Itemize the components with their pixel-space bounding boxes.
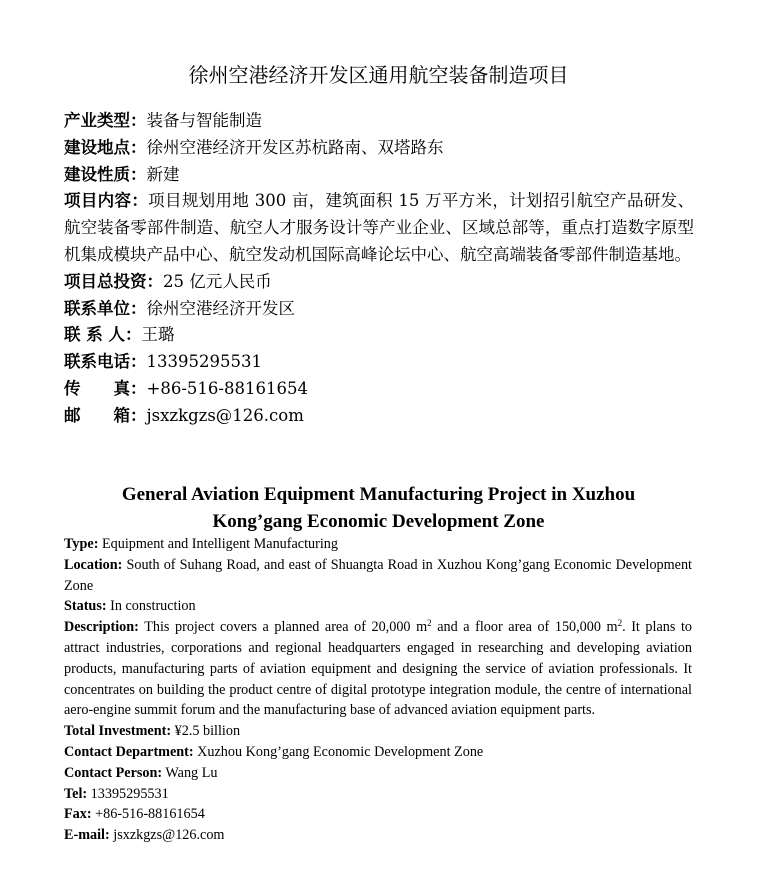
en-description-row [64,617,692,721]
cn-type-value: 装备与智能制造 [146,111,262,130]
cn-type-label: 产业类型： [64,111,147,130]
en-fax-label: Fax: [64,806,92,823]
chinese-title: 徐州空港经济开发区通用航空装备制造项目 [188,63,569,87]
cn-email-label: 邮 箱： [64,405,147,425]
en-department-row [64,742,692,763]
cn-person-row [64,322,694,349]
en-status-row [64,596,692,617]
en-person-label: Contact Person: [64,764,163,781]
en-status-value: In construction [110,598,196,615]
cn-status-row [64,162,694,189]
cn-content-value: 项目规划用地 300 亩，建筑面积 15 万平方米，计划招引航空产品研发、航空装备零部件制造、航空人才服务设计等产业企业、区域总部等，重点打造数字原型机集成模块产品中心、航空发动机国际高峰论坛中心、航空高端装备零部件制造基地。 [64,191,695,264]
en-email-label: E-mail: [64,827,110,844]
en-location-label: Location: [64,556,123,573]
en-description-superscript-1: 2 [427,618,432,629]
english-details [64,534,692,846]
en-type-row [64,534,692,555]
english-title-line-1: General Aviation Equipment Manufacturing Project in Xuzhou [121,484,636,505]
en-description-superscript-2: 2 [617,618,623,629]
en-person-row [64,763,692,784]
en-location-value: South of Suhang Road, and east of Shuangta Road in Xuzhou Kong’gang Economic Development Zone [64,556,692,594]
english-title [60,481,697,535]
cn-content-row [64,188,694,268]
cn-status-label: 建设性质： [64,164,147,184]
en-tel-label: Tel: [64,785,88,802]
en-type-value: Equipment and Intelligent Manufacturing [101,536,338,552]
en-person-value: Wang Lu [165,764,218,781]
cn-location-row [64,135,694,162]
en-email-row [64,825,692,846]
en-description-text-3: . It plans to attract industries, corporations and regional headquarters engaged in researching and developing aviation products, manufacturing parts of aviation equipment and designing the service of aviation professionals. It concentrates on building the product centre of digital prototype integration module, the centre of international aero-engine summit forum and the manufacturing base of advanced aviation equipment parts. [64,619,692,719]
cn-type-row [64,108,694,135]
en-description-label: Description: [64,619,139,636]
cn-tel-value: 13395295531 [146,352,262,372]
en-investment-label: Total Investment: [64,723,172,740]
cn-investment-label: 项目总投资： [64,271,163,291]
en-email-value[interactable]: jsxzkgzs@126.com [113,827,225,844]
en-description-text-2: and a floor area of 150,000 m [431,619,618,636]
en-tel-value: 13395295531 [90,785,169,802]
cn-location-value: 徐州空港经济开发区苏杭路南、双塔路东 [146,137,444,157]
en-type-label: Type: [64,536,99,552]
en-description-text-1: This project covers a planned area of 20,000 m [144,619,428,636]
chinese-details [64,108,694,430]
cn-tel-label: 联系电话： [64,352,147,372]
cn-content-label: 项目内容： [64,191,149,211]
en-department-label: Contact Department: [64,743,194,760]
en-status-label: Status: [64,598,107,615]
cn-fax-row [64,376,694,403]
en-fax-row [64,804,692,825]
cn-status-value: 新建 [146,164,180,184]
cn-investment-value: 25 亿元人民币 [163,271,272,291]
cn-unit-row [64,296,694,323]
cn-unit-value: 徐州空港经济开发区 [146,298,295,318]
cn-email-value: jsxzkgzs@126.com [146,405,304,425]
cn-investment-row [64,269,694,296]
cn-location-label: 建设地点： [64,137,147,157]
cn-person-value: 王璐 [141,325,175,345]
cn-email-row [64,403,694,430]
en-department-value: Xuzhou Kong’gang Economic Development Zone [197,743,484,760]
cn-unit-label: 联系单位： [64,298,147,318]
cn-person-label: 联 系 人： [64,325,142,345]
en-investment-row [64,721,692,742]
english-title-line-2: Kong’gang Economic Development Zone [212,511,545,532]
en-fax-value: +86-516-88161654 [95,806,205,823]
cn-tel-row [64,349,694,376]
cn-fax-label: 传 真： [64,378,147,398]
en-tel-row [64,784,692,805]
en-investment-value: ¥2.5 billion [174,723,241,740]
cn-fax-value: +86-516-88161654 [146,378,308,398]
en-location-row [64,555,692,597]
